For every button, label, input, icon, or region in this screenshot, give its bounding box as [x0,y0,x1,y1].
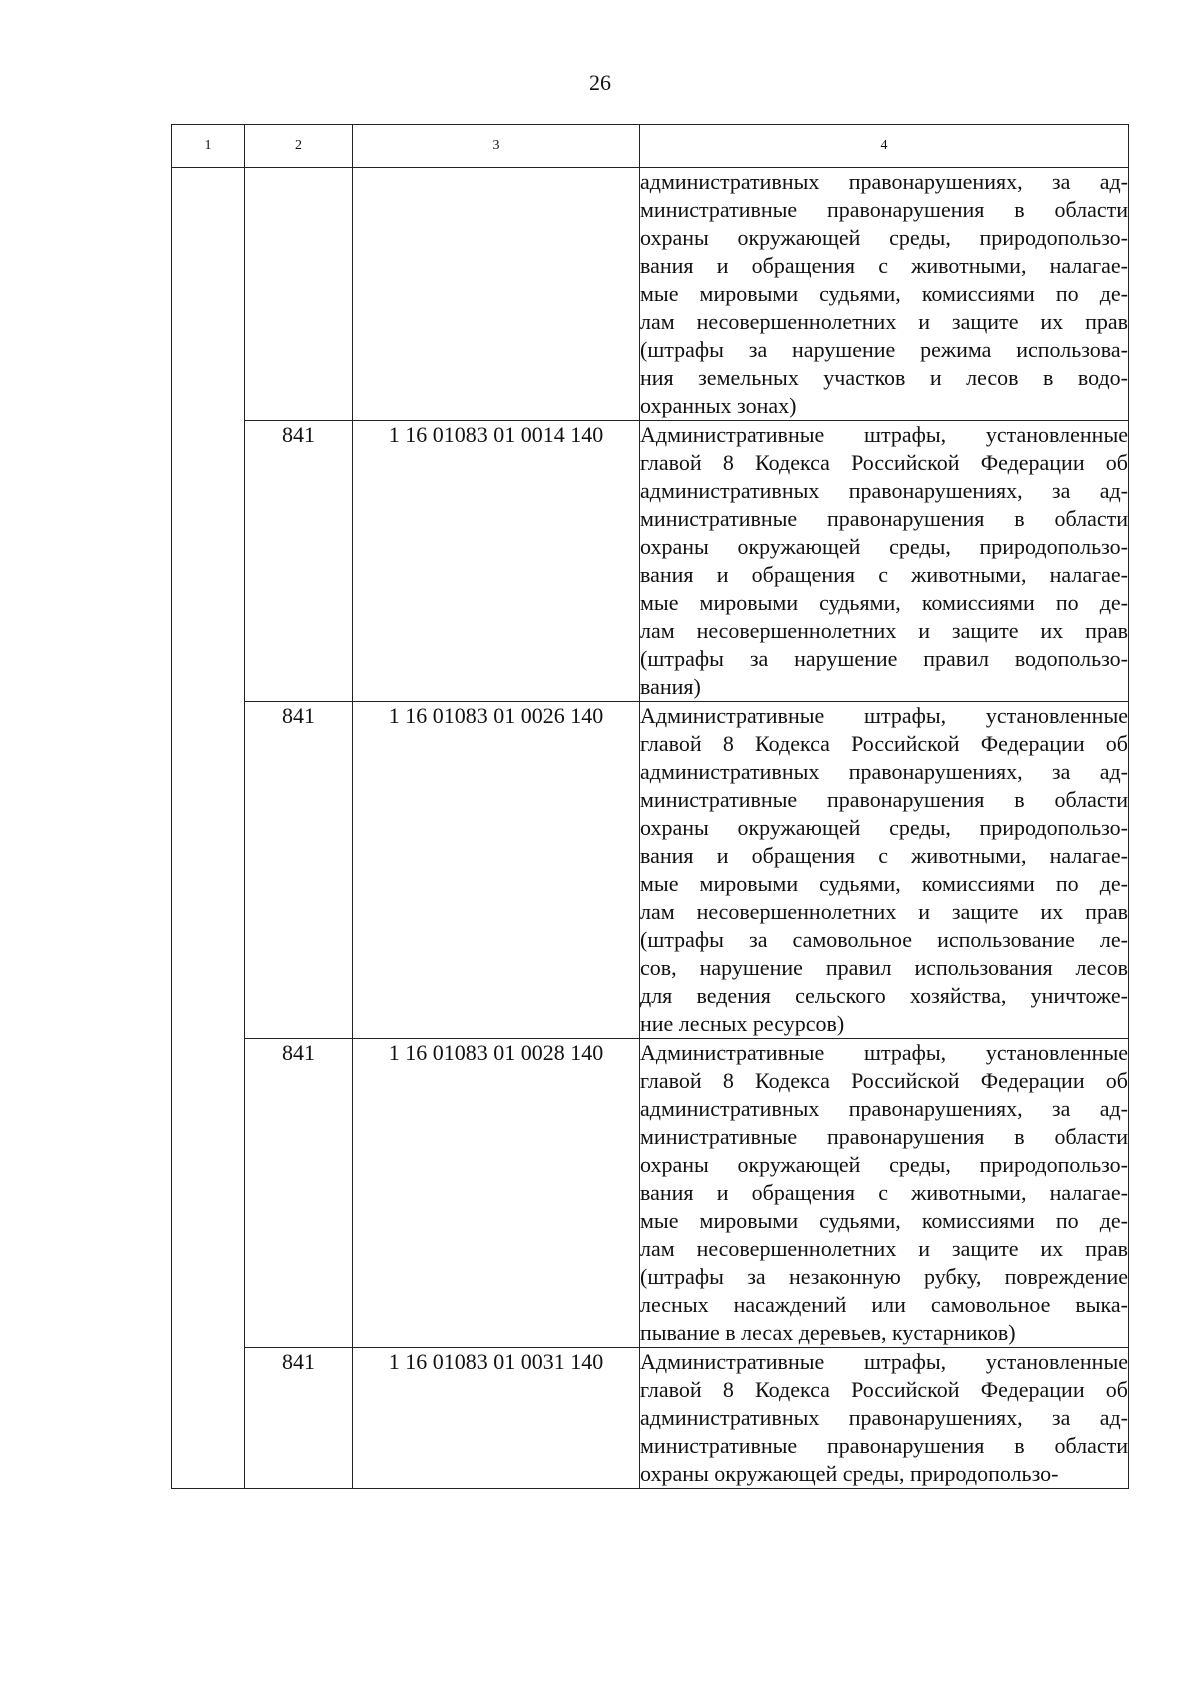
description-line: административных правонарушениях, за ад- [640,759,1128,784]
revenue-codes-table [171,124,1129,1489]
description-line: административных правонарушениях, за ад- [640,1405,1128,1430]
description-line: министративные правонарушения в области [640,506,1128,531]
description-line: лесных насаждений или самовольное выка- [640,1292,1128,1317]
admin-code-cell: 841 [245,1039,353,1348]
description-line: ние лесных ресурсов) [640,1011,845,1036]
kbk-code-cell: 1 16 01083 01 0014 140 [353,421,640,702]
table-body [172,168,1129,1489]
description-line: (штрафы за самовольное использование ле- [640,927,1128,952]
description-line: министративные правонарушения в области [640,1433,1128,1458]
description-line: мые мировыми судьями, комиссиями по де- [640,281,1128,306]
description-cell [640,168,1129,421]
description-line: сов, нарушение правил использования лесов [640,955,1128,980]
admin-code-cell: 841 [245,421,353,702]
description-line: охраны окружающей среды, природопользо- [640,1461,1059,1486]
description-line: лам несовершеннолетних и защите их прав [640,618,1128,643]
description-cell [640,1348,1129,1489]
table-row [172,1039,1129,1348]
description-line: (штрафы за нарушение правил водопользо- [640,646,1128,671]
description-line: министративные правонарушения в области [640,1124,1128,1149]
description-line: вания и обращения с животными, налагае- [640,843,1128,868]
header-col-1: 1 [172,125,245,168]
header-col-2: 2 [245,125,353,168]
description-line: административных правонарушениях, за ад- [640,1096,1128,1121]
header-col-3: 3 [353,125,640,168]
header-col-4: 4 [640,125,1129,168]
table-row [172,421,1129,702]
description-line: главой 8 Кодекса Российской Федерации об [640,1068,1128,1093]
description-line: (штрафы за незаконную рубку, повреждение [640,1264,1128,1289]
description-line: для ведения сельского хозяйства, уничтоже- [640,983,1128,1008]
description-line: Административные штрафы, установленные [640,703,1128,728]
description-line: лам несовершеннолетних и защите их прав [640,899,1128,924]
admin-code-cell [245,168,353,421]
kbk-code-cell: 1 16 01083 01 0028 140 [353,1039,640,1348]
description-line: мые мировыми судьями, комиссиями по де- [640,590,1128,615]
description-line: министративные правонарушения в области [640,787,1128,812]
description-line: Административные штрафы, установленные [640,422,1128,447]
table-row [172,1348,1129,1489]
description-line: Административные штрафы, установленные [640,1040,1128,1065]
description-cell [640,1039,1129,1348]
description-line: лам несовершеннолетних и защите их прав [640,1236,1128,1261]
description-line: административных правонарушениях, за ад- [640,478,1128,503]
description-line: мые мировыми судьями, комиссиями по де- [640,871,1128,896]
description-line: вания и обращения с животными, налагае- [640,253,1128,278]
description-line: вания и обращения с животными, налагае- [640,562,1128,587]
description-line: административных правонарушениях, за ад- [640,169,1128,194]
admin-code-cell: 841 [245,1348,353,1489]
kbk-code-cell [353,168,640,421]
kbk-code-cell: 1 16 01083 01 0026 140 [353,702,640,1039]
description-line: Административные штрафы, установленные [640,1349,1128,1374]
description-line: вания) [640,674,701,699]
table-row [172,168,1129,421]
table-row [172,702,1129,1039]
description-line: ния земельных участков и лесов в водо- [640,365,1128,390]
description-line: министративные правонарушения в области [640,197,1128,222]
page-number: 26 [589,70,611,95]
admin-code-cell: 841 [245,702,353,1039]
description-line: охраны окружающей среды, природопользо- [640,815,1128,840]
description-line: охраны окружающей среды, природопользо- [640,1152,1128,1177]
description-line: вания и обращения с животными, налагае- [640,1180,1128,1205]
description-line: охраны окружающей среды, природопользо- [640,534,1128,559]
description-line: охранных зонах) [640,393,797,418]
description-line: охраны окружающей среды, природопользо- [640,225,1128,250]
description-cell [640,702,1129,1039]
description-line: главой 8 Кодекса Российской Федерации об [640,450,1128,475]
description-line: лам несовершеннолетних и защите их прав [640,309,1128,334]
description-line: главой 8 Кодекса Российской Федерации об [640,1377,1128,1402]
description-line: главой 8 Кодекса Российской Федерации об [640,731,1128,756]
table-header-row [172,125,1129,168]
kbk-code-cell: 1 16 01083 01 0031 140 [353,1348,640,1489]
description-line: мые мировыми судьями, комиссиями по де- [640,1208,1128,1233]
description-line: (штрафы за нарушение режима использова- [640,337,1128,362]
description-cell [640,421,1129,702]
column-1-cell [172,168,245,1489]
description-line: пывание в лесах деревьев, кустарников) [640,1320,1016,1345]
